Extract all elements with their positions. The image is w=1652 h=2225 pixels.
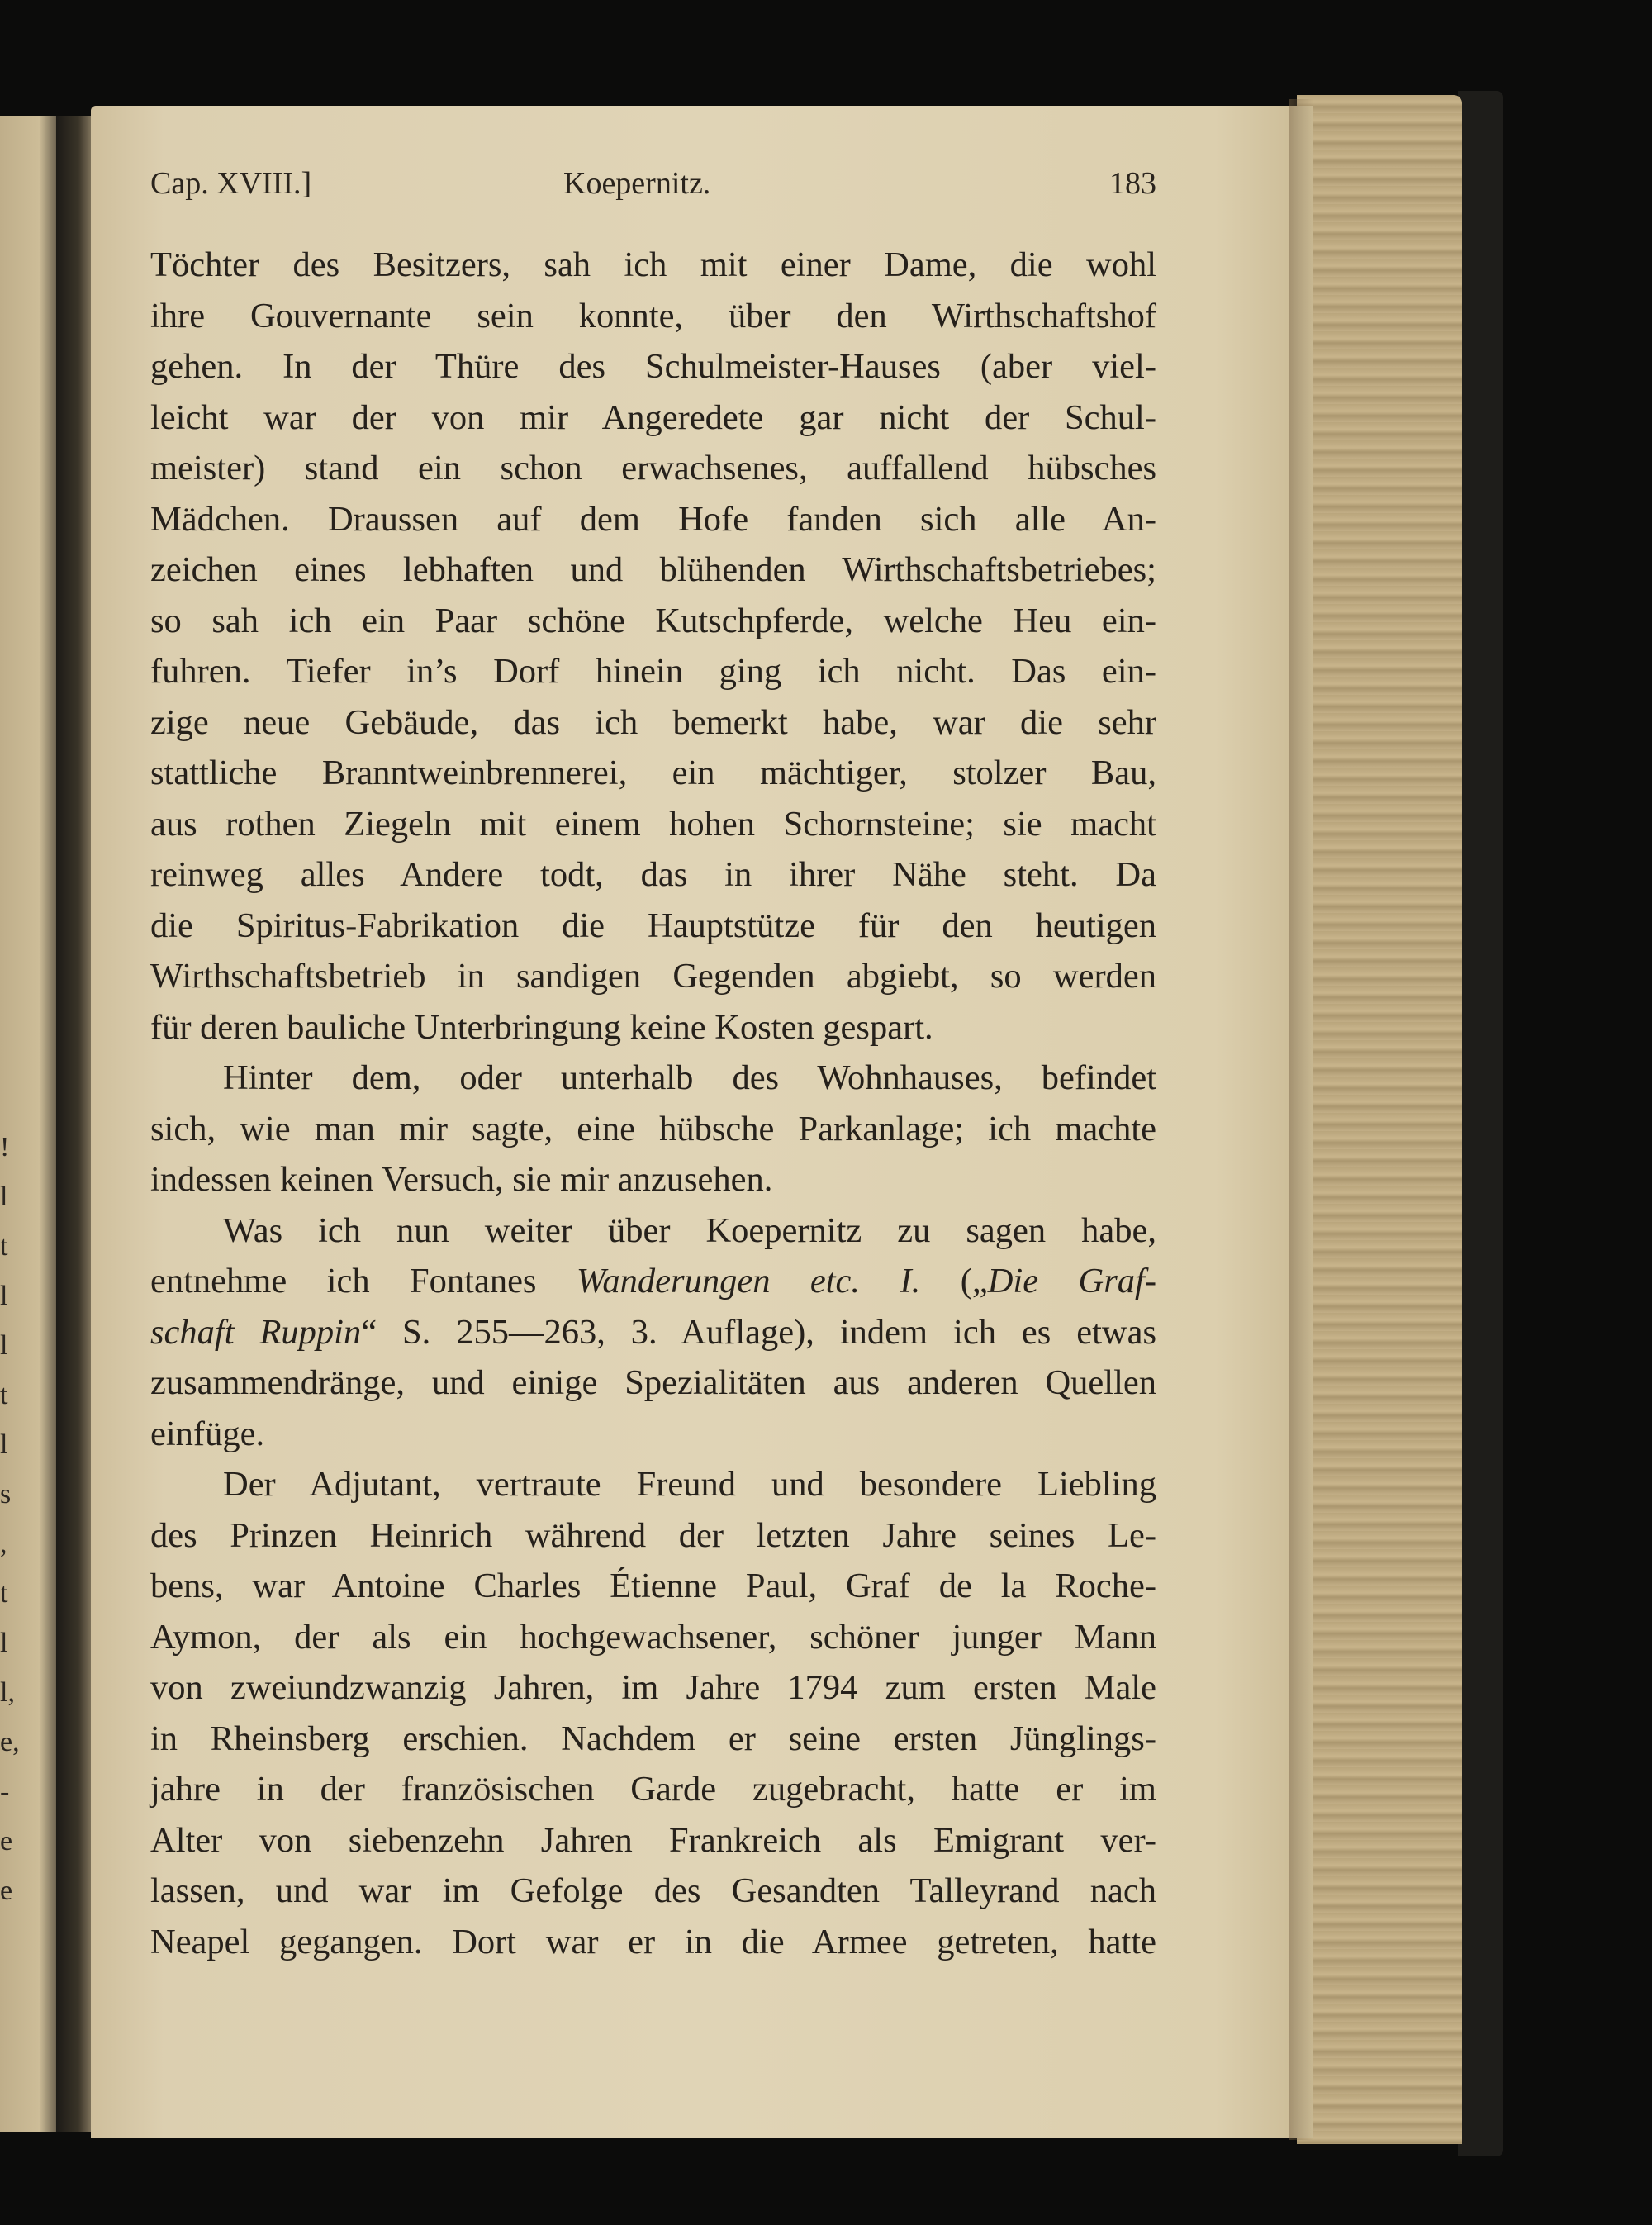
text-line: zeichen eines lebhaften und blühenden Wirthschaftsbetriebes; [150,550,1156,589]
text-segment: “ S. 255—263, 3. Auflage), indem ich es etwas [361,1312,1156,1352]
text-line: Töchter des Besitzers, sah ich mit einer Dame, die wohl [150,245,1156,284]
left-page-fragment: e [0,1876,13,1906]
text-line: Alter von siebenzehn Jahren Frankreich als Emigrant ver- [150,1820,1156,1860]
page-edge-shadow [1289,99,1313,2140]
text-line: des Prinzen Heinrich während der letzten Jahre seines Le- [150,1515,1156,1555]
left-page-edge [0,116,56,2132]
text-line: von zweiundzwanzig Jahren, im Jahre 1794 zum ersten Male [150,1668,1156,1707]
book-cover [1458,91,1503,2156]
text-line: Neapel gegangen. Dort war er in die Armee getreten, hatte [150,1922,1156,1961]
page-number: 183 [1109,166,1156,201]
text-line: zige neue Gebäude, das ich bemerkt habe, war die sehr [150,702,1156,742]
book-gutter [56,116,93,2132]
text-line: Der Adjutant, vertraute Freund und besondere Liebling [223,1465,1156,1504]
italic-title: Die Graf- [987,1262,1156,1300]
text-line: indessen keinen Versuch, sie mir anzusehen. [150,1160,773,1199]
left-page-fragment: ! [0,1132,10,1162]
text-line: reinweg alles Andere todt, das in ihrer Nähe steht. Da [150,855,1156,894]
left-page-fragment: - [0,1776,10,1807]
text-line [150,1307,1156,1358]
chapter-label: Cap. XVIII.] [150,166,312,201]
text-line: bens, war Antoine Charles Étienne Paul, Graf de la Roche- [150,1567,1156,1605]
left-page-fragment: e [0,1826,13,1857]
body-text [150,240,1156,1967]
text-line: einfüge. [150,1414,265,1453]
left-page-fragment: l [0,1429,8,1460]
italic-title: schaft Ruppin [150,1312,362,1352]
text-line: für deren bauliche Unterbringung keine Kosten gespart. [150,1007,933,1047]
left-page-fragment: e, [0,1727,20,1757]
text-line: lassen, und war im Gefolge des Gesandten Talleyrand nach [150,1871,1156,1910]
text-line: stattliche Branntweinbrennerei, ein mächtiger, stolzer Bau, [150,754,1156,792]
text-line: ihre Gouvernante sein konnte, über den Wirthschaftshof [150,296,1156,335]
left-page-fragment: l [0,1330,8,1361]
text-line: aus rothen Ziegeln mit einem hohen Schornsteine; sie macht [150,804,1156,844]
page-block-edge [1297,95,1462,2144]
running-title: Koepernitz. [563,166,711,201]
left-page-fragment: , [0,1528,7,1559]
left-page-fragment: s [0,1479,12,1509]
text-line: jahre in der französischen Garde zugebracht, hatte er im [150,1770,1156,1809]
left-page-fragment: t [0,1231,8,1262]
text-line: die Spiritus-Fabrikation die Hauptstütze für den heutigen [150,906,1156,945]
left-page-fragment: t [0,1380,8,1410]
text-line: in Rheinsberg erschien. Nachdem er seine ersten Jünglings- [150,1719,1156,1758]
text-line: Wirthschaftsbetrieb in sandigen Gegenden abgiebt, so werden [150,957,1156,996]
text-line: leicht war der von mir Angeredete gar nicht der Schul- [150,397,1156,437]
text-line: Mädchen. Draussen auf dem Hofe fanden sich alle An- [150,499,1156,539]
left-page-fragment: l, [0,1677,15,1708]
italic-title: Wanderungen etc. I. [576,1262,921,1300]
left-page-fragment: l [0,1628,8,1658]
running-header [150,165,1156,215]
left-page-fragment: l [0,1181,8,1212]
text-line: Hinter dem, oder unterhalb des Wohnhauses, befindet [223,1058,1156,1097]
text-line: zusammendränge, und einige Spezialitäten aus anderen Quellen [150,1363,1156,1402]
text-line: fuhren. Tiefer in’s Dorf hinein ging ich nicht. Das ein- [150,652,1156,691]
left-page-fragment: l [0,1281,8,1311]
text-line: Aymon, der als ein hochgewachsener, schöner junger Mann [150,1617,1156,1657]
text-line [150,1256,1156,1307]
left-page-fragment: t [0,1578,8,1609]
text-line: meister) stand ein schon erwachsenes, auffallend hübsches [150,449,1156,487]
text-segment: („ [920,1262,988,1300]
text-segment: entnehme ich Fontanes [150,1262,577,1300]
text-line: Was ich nun weiter über Koepernitz zu sagen habe, [223,1210,1156,1250]
text-line: gehen. In der Thüre des Schulmeister-Hauses (aber viel- [150,347,1156,386]
text-line: so sah ich ein Paar schöne Kutschpferde, welche Heu ein- [150,601,1156,640]
text-line: sich, wie man mir sagte, eine hübsche Parkanlage; ich machte [150,1109,1156,1148]
